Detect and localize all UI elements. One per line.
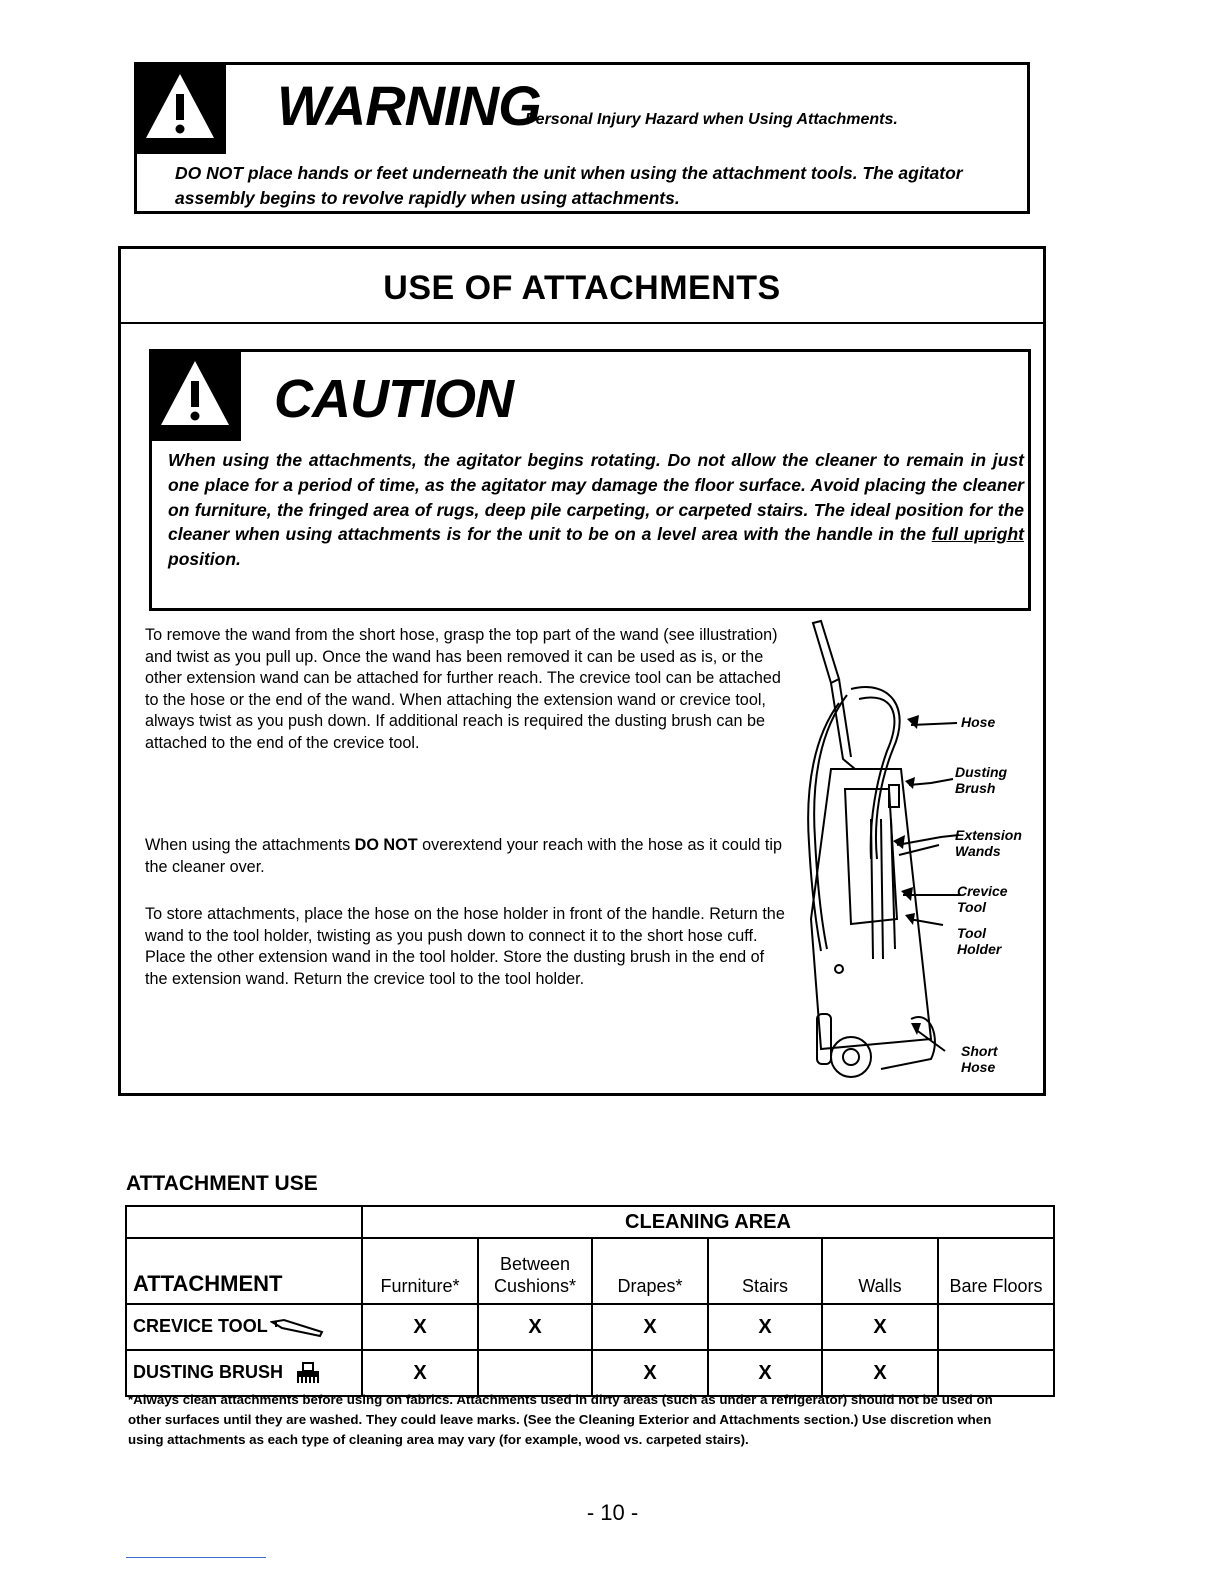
label-tool-holder: Tool Holder [957, 925, 1002, 957]
caution-title: CAUTION [274, 369, 513, 429]
cleaning-area-header: CLEANING AREA [362, 1206, 1054, 1238]
section-header [121, 249, 1043, 324]
paragraph-remove-wand: To remove the wand from the short hose, grasp the top part of the wand (see illustration) and twist as you pull up. Once the wand has been removed it can be used as is, or the other extension wand can be attached for further reach. The crevice tool can be attached to the hose or the end of the wand. When attaching the extension wand or crevice tool, always twist as you push down. If additional reach is required the dusting brush can be attached to the end of the crevice tool. [145, 626, 781, 752]
caution-body-text: When using the attachments, the agitator begins rotating. Do not allow the cleaner to remain in just one place for a period of time, as the agitator may damage the floor surface. Avoid placing the cleaner on furniture, the fringed area of rugs, deep pile carpeting, or carpeted stairs. The ideal position for the cleaner when using attachments is for the unit to be on a level area with the handle in the [168, 450, 1024, 545]
caution-body [168, 448, 1024, 572]
column-header-drapes: Drapes* [592, 1238, 708, 1304]
table-header-row [126, 1238, 1054, 1304]
warning-title: WARNING [277, 74, 541, 137]
cell-crevice-walls: X [822, 1304, 938, 1350]
warning-body: DO NOT place hands or feet underneath the unit when using the attachment tools. The agitator assembly begins to revolve rapidly when using attachments. [175, 163, 963, 208]
attachment-column-header: ATTACHMENT [126, 1238, 362, 1304]
label-crevice-tool: Crevice Tool [957, 883, 1008, 915]
column-header-furniture: Furniture* [362, 1238, 478, 1304]
vacuum-illustration [781, 619, 1031, 1089]
dusting-brush-icon [293, 1361, 323, 1385]
cell-brush-walls: X [822, 1350, 938, 1396]
paragraph-store-attachments: To store attachments, place the hose on the hose holder in front of the handle. Return the wand to the tool holder, twisting as you push down to connect it to the short hose cuff. Place the other extension wand in the tool holder. Store the dusting brush in the end of the extension wand. Return the crevice tool to the tool holder. [145, 905, 785, 988]
section-title: USE OF ATTACHMENTS [383, 269, 781, 307]
paragraph-overextend-emphasis: DO NOT [354, 836, 418, 854]
column-header-walls: Walls [822, 1238, 938, 1304]
caution-box [149, 349, 1031, 611]
cell-crevice-drapes: X [592, 1304, 708, 1350]
table-empty-corner [126, 1206, 362, 1238]
caution-icon-block [149, 349, 241, 441]
paragraph-overextend-c: overextend your reach with the hose as it could tip the cleaner over. [145, 836, 783, 876]
row-dusting-brush-label: DUSTING BRUSH [133, 1361, 284, 1382]
row-crevice-tool-label: CREVICE TOOL [133, 1316, 268, 1337]
use-of-attachments-section [118, 246, 1046, 1096]
table-row [126, 1304, 1054, 1350]
warning-box [134, 62, 1030, 214]
column-header-bare-floors: Bare Floors [938, 1238, 1054, 1304]
warning-subtitle: Personal Injury Hazard when Using Attachments. [525, 111, 898, 128]
column-header-between-cushions [478, 1238, 592, 1304]
crevice-tool-icon [270, 1318, 324, 1338]
paragraph-overextend [145, 835, 785, 878]
label-extension-wands: Extension Wands [955, 827, 1022, 859]
bottom-rule [126, 1557, 266, 1558]
cell-crevice-stairs: X [708, 1304, 822, 1350]
label-short-hose: Short Hose [961, 1043, 998, 1075]
column-header-between-line1: Between [499, 1254, 571, 1274]
attachment-use-title: ATTACHMENT USE [126, 1172, 318, 1195]
cell-crevice-furniture: X [362, 1304, 478, 1350]
warning-icon-block [134, 62, 226, 154]
column-header-stairs: Stairs [708, 1238, 822, 1304]
cell-brush-furniture: X [362, 1350, 478, 1396]
attachment-use-table [125, 1205, 1055, 1397]
paragraph-overextend-a: When using the attachments [145, 836, 355, 854]
row-name-crevice-tool [126, 1304, 362, 1350]
label-dusting-brush: Dusting Brush [955, 764, 1008, 796]
caution-body-end: position. [168, 549, 241, 570]
footnote: *Always clean attachments before using on fabrics. Attachments used in dirty areas (such as under a refrigerator) should not be used on other surfaces until they are washed. They could leave marks. (See the Cleaning Exterior and Attachments section.) Use discretion when using attachments as each type of cleaning area may vary (for example, wood vs. carpeted stairs). [128, 1392, 993, 1447]
caution-body-underlined: full upright [931, 524, 1024, 545]
column-header-between-line2: Cushions* [493, 1276, 577, 1296]
cell-crevice-bare-floors [938, 1304, 1054, 1350]
cell-crevice-between-cushions: X [478, 1304, 592, 1350]
table-group-header-row [126, 1206, 1054, 1238]
warning-triangle-icon [157, 355, 233, 431]
label-hose: Hose [961, 714, 996, 730]
cell-brush-drapes: X [592, 1350, 708, 1396]
warning-triangle-icon [142, 68, 218, 144]
page-number: - 10 - [586, 1500, 639, 1525]
cell-brush-stairs: X [708, 1350, 822, 1396]
